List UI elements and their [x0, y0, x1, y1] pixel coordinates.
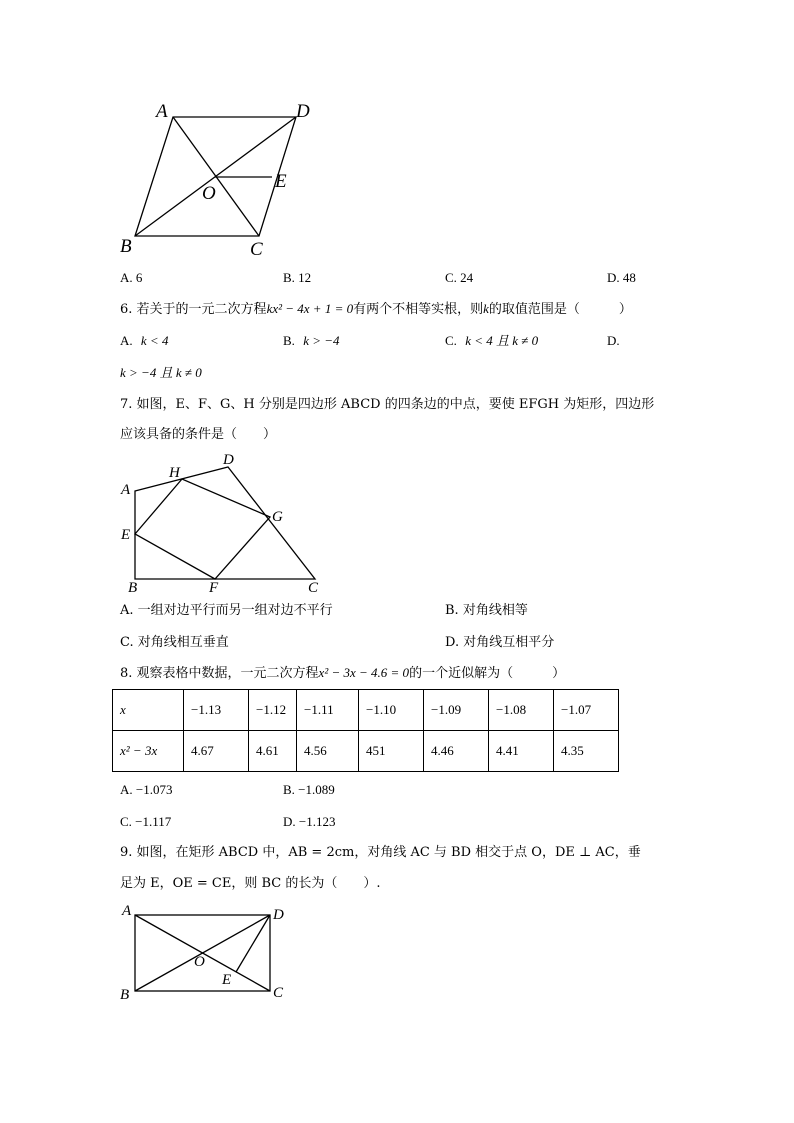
table-cell: 4.61: [249, 731, 297, 772]
q7-option-a[interactable]: A. 一组对边平行而另一组对边不平行: [120, 603, 333, 618]
q5-option-d[interactable]: D. 48: [607, 270, 636, 285]
table-cell: −1.12: [249, 690, 297, 731]
fig5-label-b: B: [120, 236, 132, 257]
fig9-label-b: B: [120, 987, 130, 1003]
q5-option-b[interactable]: B. 12: [283, 270, 312, 285]
table-cell: 4.35: [554, 731, 619, 772]
q6-option-a[interactable]: A. k < 4: [120, 333, 169, 348]
table-header-expression: x² − 3x: [113, 731, 184, 772]
table-cell: −1.09: [424, 690, 489, 731]
quadrilateral-figure: [110, 448, 340, 598]
fig7-label-c: C: [308, 580, 319, 596]
fig7-label-d: D: [223, 452, 234, 468]
table-cell: −1.07: [554, 690, 619, 731]
q8-equation: x² − 3x − 4.6 = 0: [318, 665, 410, 680]
q5-option-c[interactable]: C. 24: [445, 270, 474, 285]
table-cell: 4.56: [297, 731, 359, 772]
fig9-label-o: O: [194, 954, 205, 970]
table-header-x: x: [113, 690, 184, 731]
fig9-label-d: D: [273, 907, 284, 923]
quadrilateral-abcd: [135, 467, 315, 579]
question-8-stem: 8. 观察表格中数据，一元二次方程x² − 3x − 4.6 = 0的一个近似解为（ ）: [120, 665, 566, 681]
fig7-label-b: B: [128, 580, 138, 596]
data-table: [112, 689, 619, 772]
fig5-label-o: O: [202, 183, 216, 204]
fig5-label-a: A: [156, 101, 168, 122]
q7-option-b[interactable]: B. 对角线相等: [445, 603, 528, 618]
fig9-label-c: C: [273, 985, 284, 1001]
q8-option-d[interactable]: D. −1.123: [283, 814, 336, 829]
table-cell: 4.46: [424, 731, 489, 772]
fig9-label-e: E: [222, 972, 232, 988]
question-9-line1: 9. 如图，在矩形 ABCD 中，AB = 2cm，对角线 AC 与 BD 相交于点 O，DE ⊥ AC，垂: [120, 845, 641, 860]
q6-equation: kx² − 4x + 1 = 0: [266, 301, 354, 316]
question-7-line1: 7. 如图，E、F、G、H 分别是四边形 ABCD 的四条边的中点，要使 EFGH 为矩形，四边形: [120, 397, 655, 412]
segment-de: [236, 915, 270, 972]
table-cell: 4.67: [184, 731, 249, 772]
table-cell: −1.10: [359, 690, 424, 731]
q8-option-c[interactable]: C. −1.117: [120, 814, 172, 829]
table-cell: −1.13: [184, 690, 249, 731]
table-cell: −1.11: [297, 690, 359, 731]
fig5-label-c: C: [250, 239, 263, 260]
fig7-label-e: E: [121, 527, 131, 543]
fig5-label-d: D: [296, 101, 310, 122]
fig7-label-f: F: [209, 580, 219, 596]
q6-option-b[interactable]: B. k > −4: [283, 333, 340, 348]
q6-option-d[interactable]: D.: [607, 333, 620, 348]
table-row: [113, 690, 619, 731]
table-cell: −1.08: [489, 690, 554, 731]
fig9-label-a: A: [122, 903, 132, 919]
q6-option-d-value: k > −4 且 k ≠ 0: [120, 365, 202, 380]
q7-option-d[interactable]: D. 对角线互相平分: [445, 635, 555, 650]
table-cell: 451: [359, 731, 424, 772]
q5-option-a[interactable]: A. 6: [120, 270, 143, 285]
table-row: [113, 731, 619, 772]
fig7-label-g: G: [272, 509, 283, 525]
fig5-label-e: E: [275, 171, 287, 192]
question-7-line2: 应该具备的条件是（ ）: [120, 427, 277, 442]
rectangle-figure: [110, 900, 300, 1005]
q8-option-b[interactable]: B. −1.089: [283, 782, 335, 797]
fig7-label-a: A: [121, 482, 131, 498]
question-6-stem: 6. 若关于的一元二次方程kx² − 4x + 1 = 0有两个不相等实根，则k的取值范围是（ ）: [120, 301, 632, 317]
question-9-line2: 足为 E，OE = CE，则 BC 的长为（ ）.: [120, 876, 381, 891]
fig7-label-h: H: [169, 465, 180, 481]
q7-option-c[interactable]: C. 对角线相互垂直: [120, 635, 229, 650]
table-cell: 4.41: [489, 731, 554, 772]
q8-option-a[interactable]: A. −1.073: [120, 782, 173, 797]
rhombus-figure: [110, 95, 330, 260]
q6-option-c[interactable]: C. k < 4 且 k ≠ 0: [445, 333, 539, 348]
